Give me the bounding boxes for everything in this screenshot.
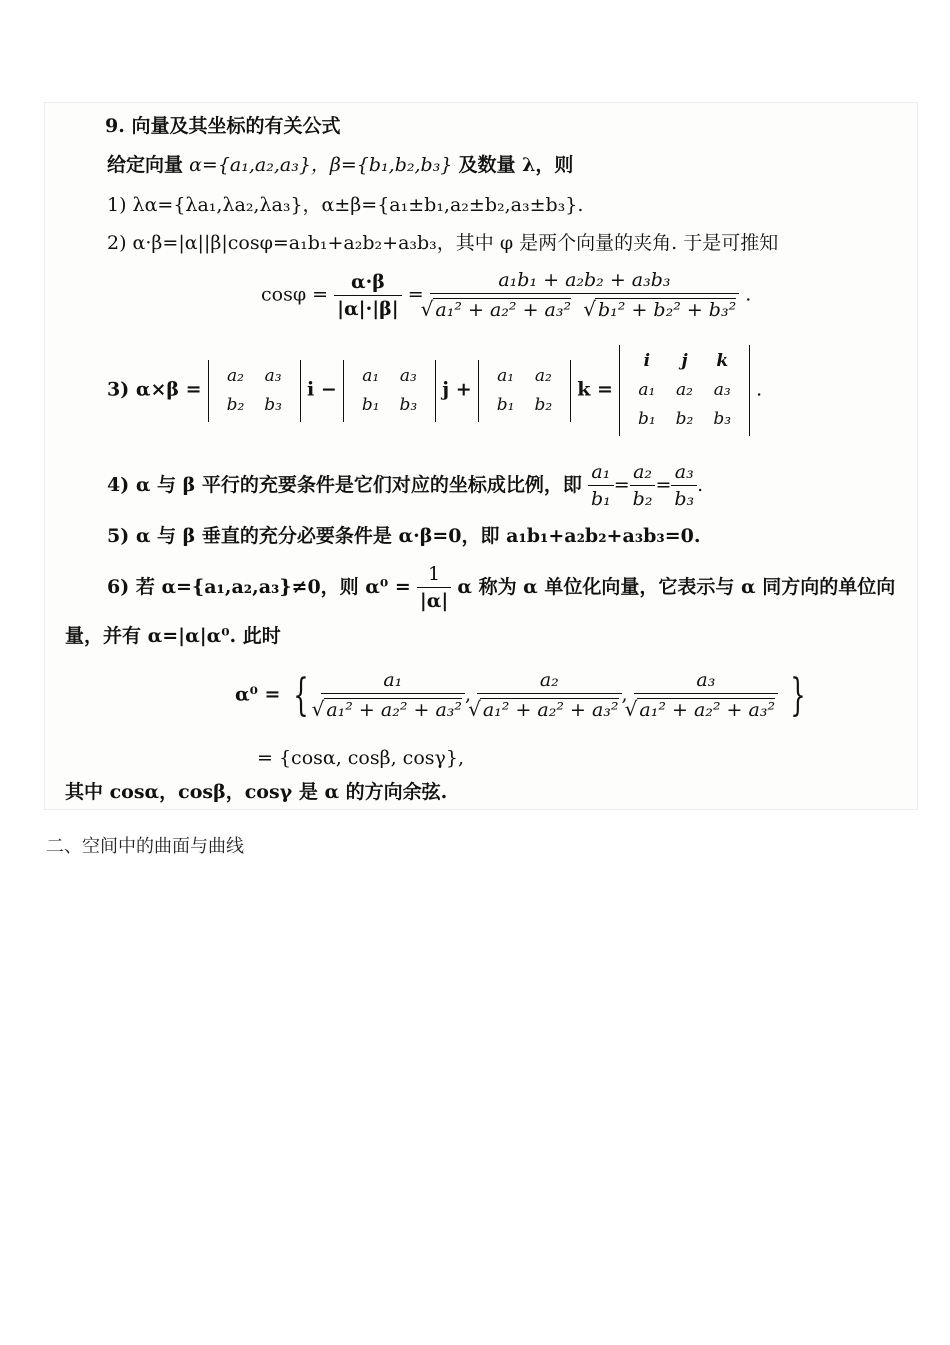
det-cell: j: [681, 351, 688, 371]
formula-1: 1) λα={λa₁,λa₂,λa₃}，α±β={a₁±b₁,a₂±b₂,a₃±b₃}.: [107, 194, 584, 216]
unit-i: i −: [307, 378, 337, 401]
unit-k: k =: [577, 378, 613, 401]
period: .: [745, 283, 752, 306]
fraction-numerator: a₁: [588, 463, 614, 486]
fraction-denominator: b₂: [632, 488, 653, 510]
dot-over-norms-fraction: [334, 270, 402, 320]
determinant-3: [478, 360, 571, 422]
fraction-denominator: b₃: [674, 488, 695, 510]
det-cell: a₃: [399, 365, 417, 386]
det-cell: b₁: [496, 394, 515, 415]
formula-6-continued: 量，并有 α=|α|α⁰. 此时: [65, 625, 281, 647]
det-cell: a₂: [534, 365, 552, 386]
direction-fraction: [477, 671, 621, 720]
right-brace-icon: }: [790, 669, 806, 721]
ratio-fraction: [671, 463, 697, 509]
det-cell: b₂: [226, 394, 245, 415]
determinant-2: [343, 360, 436, 422]
intro-text-c: 及数量 λ，则: [458, 154, 574, 176]
fraction-denominator: √ a₁² + a₂² + a₃²: [637, 698, 775, 720]
formula-4: 4) α 与 β 平行的充要条件是它们对应的坐标成比例，即 $\frac{\text{a₁}}{\text{b₁}}$ = $\frac{\text{a₂}}{\text{b₂}}$ = $\frac{\text{a₃}}{\text{b₃}}$ .: [107, 461, 704, 510]
det-cell: a₃: [264, 365, 282, 386]
fraction-numerator: a₃: [634, 671, 778, 694]
intro-vectors: α={a₁,a₂,a₃}，β={b₁,b₂,b₃}: [189, 154, 453, 176]
det-cell: a₃: [713, 380, 731, 400]
direction-cosines: = {cosα, cosβ, cosγ},: [257, 747, 464, 769]
unit-vector-formula: α⁰ = { a₁ √ a₁² + a₂² + a₃² , a₂ √ a₁² + a₂² + a₃² , a₃ √ a₁² + a₂² + a₃² }: [235, 671, 812, 720]
ratio-fraction: [588, 463, 614, 509]
formula-6: [107, 565, 895, 611]
det-cell: a₂: [226, 365, 244, 386]
det-cell: a₁: [497, 365, 515, 386]
normalize-text-b: α 称为 α 单位化向量，它表示与 α 同方向的单位向: [457, 576, 896, 598]
det-cell: b₂: [534, 394, 553, 415]
determinant-1: [208, 360, 301, 422]
fraction-numerator: a₂: [477, 671, 621, 694]
left-brace-icon: {: [292, 669, 309, 721]
unit-vector-label: α⁰ =: [235, 683, 281, 706]
direction-fraction: [634, 671, 778, 720]
fraction-numerator: a₂: [630, 463, 656, 486]
fraction-denominator: b₁: [590, 488, 611, 510]
section-heading: 二、空间中的曲面与曲线: [46, 836, 244, 857]
period: .: [756, 378, 763, 401]
fraction-numerator: a₁: [321, 671, 465, 694]
component-fraction: [430, 271, 740, 320]
direction-cosine-note: 其中 cosα，cosβ，cosγ 是 α 的方向余弦.: [65, 781, 448, 803]
equals-sign: =: [407, 283, 424, 306]
det-cell: i: [643, 351, 651, 371]
sqrt-a: √ a₁² + a₂² + a₃²: [433, 298, 571, 320]
det-cell: a₁: [362, 365, 380, 386]
det-cell: b₃: [399, 394, 418, 415]
cos-phi-label: cosφ =: [261, 283, 329, 306]
fraction-numerator: α·β: [334, 273, 402, 296]
fraction-denominator: |α|·|β|: [337, 297, 399, 320]
det-cell: b₃: [264, 394, 282, 415]
sqrt-b: √ b₁² + b₂² + b₃²: [595, 298, 736, 320]
fraction-numerator: a₁b₁ + a₂b₂ + a₃b₃: [430, 271, 740, 294]
ratio-fraction: [630, 463, 656, 509]
cross-product-label: 3) α×β =: [107, 378, 202, 401]
det-cell: k: [716, 351, 729, 371]
period: .: [697, 474, 704, 496]
det-cell: a₂: [676, 380, 693, 400]
formula-5: 5) α 与 β 垂直的充分必要条件是 α·β=0，即 a₁b₁+a₂b₂+a₃b₃=0.: [107, 525, 701, 547]
formula-title: 9. 向量及其坐标的有关公式: [105, 115, 341, 137]
fraction-numerator: 1: [417, 565, 451, 588]
determinant-3x3: [619, 345, 750, 436]
formula-3: [107, 345, 762, 436]
det-cell: a₁: [638, 380, 656, 400]
det-cell: b₃: [713, 409, 732, 429]
fraction-denominator: |α|: [419, 590, 449, 612]
fraction-denominator: [430, 294, 740, 320]
reciprocal-norm-fraction: [417, 565, 451, 611]
det-cell: b₁: [361, 394, 380, 415]
formula-2: 2) α·β=|α||β|cosφ=a₁b₁+a₂b₂+a₃b₃，其中 φ 是两个向量的夹角. 于是可推知: [107, 232, 779, 254]
direction-fraction: [321, 671, 465, 720]
fraction-denominator: √ a₁² + a₂² + a₃²: [480, 698, 618, 720]
det-cell: b₁: [637, 409, 656, 429]
intro-line: [107, 156, 573, 175]
scanned-formula-image: [44, 102, 918, 810]
formula-2-cos: [261, 271, 751, 320]
fraction-denominator: √ a₁² + a₂² + a₃²: [324, 698, 462, 720]
normalize-text-a: 6) 若 α={a₁,a₂,a₃}≠0，则 α⁰ =: [107, 576, 411, 598]
unit-j: j +: [442, 378, 472, 401]
fraction-numerator: a₃: [671, 463, 697, 486]
det-cell: b₂: [675, 409, 694, 429]
intro-text-a: 给定向量: [107, 154, 184, 176]
parallel-condition-text: 4) α 与 β 平行的充要条件是它们对应的坐标成比例，即: [107, 474, 582, 496]
